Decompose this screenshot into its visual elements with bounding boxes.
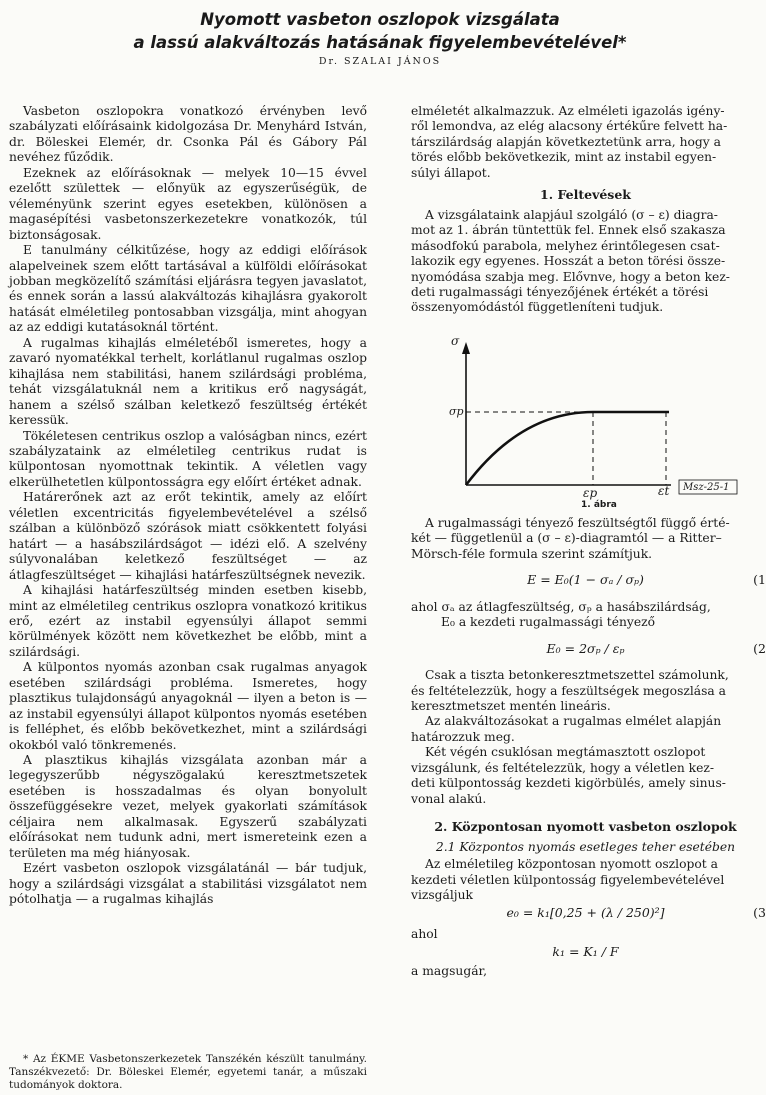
text-line: társzilárdság alapján következtetünk arra, hogy a bbox=[411, 134, 721, 149]
figure-caption: 1. ábra bbox=[581, 499, 617, 510]
right-column bbox=[411, 104, 766, 979]
section-heading-2: 2. Központosan nyomott vasbeton oszlopok bbox=[434, 819, 737, 835]
formula-2-body: E₀ = 2σₚ / εₚ bbox=[546, 640, 625, 656]
paragraph: A kihajlási határfeszültség minden esetben kisebb, mint az elméletileg centrikus oszlopra vonatkozó kritikus erő, ezért az instabil egyensúlyi állapot semmi körülmények között nem következhet be előbb, mint a szilárdsági. bbox=[9, 583, 367, 659]
footnote-text: * Az ÉKME Vasbetonszerkezetek Tanszékén készült tanulmány. Tanszékvezető: Dr. Böleskei Elemér, egyetemi tanár, a műszaki tudományok doktora. bbox=[9, 1053, 367, 1091]
article-title-line2: a lassú alakváltozás hatásának figyelembevételével* bbox=[133, 33, 627, 52]
formula-4-body: k₁ = K₁ / F bbox=[552, 944, 619, 960]
figure-ref-label: Msz-25-1 bbox=[683, 481, 730, 493]
article-title-line1: Nyomott vasbeton oszlopok vizsgálata bbox=[200, 10, 560, 29]
text-line: ahol bbox=[411, 926, 438, 941]
text-line: Két végén csuklósan megtámasztott oszlopot bbox=[425, 745, 706, 760]
paragraph: Ezeknek az előírásoknak — melyek 10—15 évvel ezelőtt születtek — előnyük az egyszerűségük, de véleményünk szerint egyes esetekben, különösen a magasépítési vasbetonszerkezetekre vonatkozók, túl biztonságosak. bbox=[9, 165, 367, 242]
formula-2 bbox=[411, 640, 766, 656]
text-line: Az alakváltozásokat a rugalmas elmélet alapján bbox=[425, 714, 722, 729]
text-line: súlyi állapot. bbox=[411, 165, 491, 180]
stress-strain-curve bbox=[466, 412, 669, 485]
text-line: másodfokú parabola, melyhez érintőlegesen csat- bbox=[411, 238, 720, 253]
eps-t-label: εt bbox=[658, 483, 670, 498]
text-line: elméletét alkalmazzuk. Az elméleti igazolás igény- bbox=[411, 104, 725, 118]
text-line: deti külpontosság kezdeti kigörbülés, amely sinus- bbox=[411, 776, 726, 791]
left-column bbox=[9, 104, 367, 908]
formula-3-number: (3 bbox=[753, 905, 766, 921]
text-line: ahol σₐ az átlagfeszültség, σₚ a hasábszilárdság, bbox=[411, 599, 711, 614]
paragraph: Határerőnek azt az erőt tekintik, amely az előírt véletlen excentricitás figyelembevételével a szélső szálban a különböző szórások miatt csökkentett folyási határt — a hasábszilárdságot — idézi elő. A szelvény súlyvonalában keletkező feszültséget — az átlagfeszültséget — kihajlási határfeszültségnek nevezik. bbox=[9, 490, 367, 582]
formula-4 bbox=[411, 944, 760, 959]
text-line: A rugalmassági tényező feszültségtől függő érté- bbox=[425, 515, 730, 530]
text-line: nyomódása szabja meg. Elővnve, hogy a beton kez- bbox=[411, 269, 730, 284]
formula-1-body: E = E₀(1 − σₐ / σₚ) bbox=[527, 572, 644, 588]
text-line: Csak a tiszta betonkeresztmetszettel számolunk, bbox=[425, 668, 729, 683]
text-line: két — függetlenül a (σ – ε)-diagramtól — a Ritter– bbox=[411, 531, 722, 546]
text-line: Mörsch-féle formula szerint számítjuk. bbox=[411, 546, 653, 561]
stress-strain-figure bbox=[411, 320, 760, 510]
text-line: összenyomódástól függetleníteni tudjuk. bbox=[411, 300, 664, 315]
text-line: kezdeti véletlen külpontosság figyelembevételével bbox=[411, 872, 725, 887]
text-line: deti rugalmassági tényezőjének értékét a törési bbox=[411, 284, 709, 299]
formula-3-body: e₀ = k₁[0,25 + (λ / 250)²] bbox=[506, 905, 665, 921]
formula-1-number: (1 bbox=[753, 572, 766, 588]
text-line: A vizsgálataink alapjául szolgáló (σ – ε) diagra- bbox=[425, 207, 718, 222]
sigma-p-label: σp bbox=[449, 404, 464, 418]
formula-3 bbox=[411, 905, 766, 921]
text-line: mot az 1. ábrán tüntettük fel. Ennek első szakasza bbox=[411, 223, 726, 238]
text-line: vizsgáljuk bbox=[411, 887, 473, 902]
text-line: határozzuk meg. bbox=[411, 729, 515, 744]
formula-1 bbox=[411, 572, 766, 588]
text-line: és feltételezzük, hogy a feszültségek megoszlása a bbox=[411, 683, 726, 698]
paragraph: Ezért vasbeton oszlopok vizsgálatánál — bár tudjuk, hogy a szilárdsági vizsgálat a stabilitási vizsgálatot nem pótolhatja — a rugalmas kihajlás bbox=[9, 861, 367, 907]
paragraph: Vasbeton oszlopokra vonatkozó érvényben levő szabályzati előírásaink kidolgozása Dr. Menyhárd István, dr. Böleskei Elemér, dr. Csonka Pál és Gábory Pál nevéhez fűződik. bbox=[9, 104, 367, 165]
subsection-heading-2-1: 2.1 Központos nyomás esetleges teher esetében bbox=[435, 839, 736, 854]
sigma-axis-label: σ bbox=[451, 333, 460, 348]
text-line: törés előbb bekövetkezik, mint az instabil egyen- bbox=[411, 150, 717, 165]
text-line: vizsgálunk, és feltételezzük, hogy a véletlen kez- bbox=[411, 760, 715, 775]
paragraph: A rugalmas kihajlás elméletéből ismeretes, hogy a zavaró nyomatékkal terhelt, korlátlanul rugalmas oszlop kihajlása nem stabilitási, hanem szilárdsági probléma, tehát vizsgálatuknál nem a kritikus erő nagyságát, hanem a szélső szálban keletkező feszültség értékét keressük. bbox=[9, 335, 367, 428]
author: Dr. SZALAI JÁNOS bbox=[318, 56, 442, 67]
text-line: ről lemondva, az elég alacsony értékűre felvett ha- bbox=[411, 119, 728, 134]
eps-p-label: εp bbox=[583, 485, 598, 500]
text-line: lakozik egy egyenes. Hosszát a beton törési össze- bbox=[411, 254, 726, 269]
text-line: vonal alakú. bbox=[411, 791, 487, 806]
text-line: keresztmetszet mentén lineáris. bbox=[411, 698, 611, 713]
paragraph: A plasztikus kihajlás vizsgálata azonban már a legegyszerűbb négyszögalakú keresztmetszetek esetében is hosszadalmas és olyan bonyolult összefüggésekre vezet, melyek gyakorlati számítások céljaira nem alkalmasak. Egyszerű szabályzati előírásokat nem tudunk adni, mert ismereteink ezen a területen ma még hiányosak. bbox=[9, 753, 367, 860]
text-line: Az elméletileg központosan nyomott oszlopot a bbox=[425, 857, 718, 872]
paragraph: A külpontos nyomás azonban csak rugalmas anyagok esetében szilárdsági probléma. Ismeretes, hogy plasztikus tulajdonságú anyagoknál — ilyen a beton is — az instabil egyensúlyi állapot külpontos nyomás esetében is felléphet, és előbb bekövetkezhet, mint a szilárdsági okokból való tönkremenés. bbox=[9, 660, 367, 752]
y-axis-arrow bbox=[462, 342, 470, 354]
footnote bbox=[9, 1053, 367, 1092]
section-heading-1: 1. Feltevések bbox=[540, 187, 631, 203]
text-line: a magsugár, bbox=[411, 963, 487, 978]
paragraph: E tanulmány célkitűzése, hogy az eddigi előírások alapelveinek szem előtt tartásával a külföldi előírásokat jobban megközelítő számítási eljárásra tegyen javaslatot, és ennek során a lassú alakváltozás kihajlásra gyakorolt hatását elméletileg pontosabban vizsgálja, mint ahogyan az az eddigi kutatásoknál történt. bbox=[9, 243, 367, 335]
text-line: E₀ a kezdeti rugalmassági tényező bbox=[441, 615, 656, 630]
formula-2-number: (2 bbox=[753, 640, 766, 656]
paragraph: Tökéletesen centrikus oszlop a valóságban nincs, ezért szabályzataink az elméletileg centrikus rudat is külpontosan nyomottnak tekintik. A véletlen vagy elkerülhetetlen külpontosságra egy előírt értéket adnak. bbox=[9, 428, 367, 489]
